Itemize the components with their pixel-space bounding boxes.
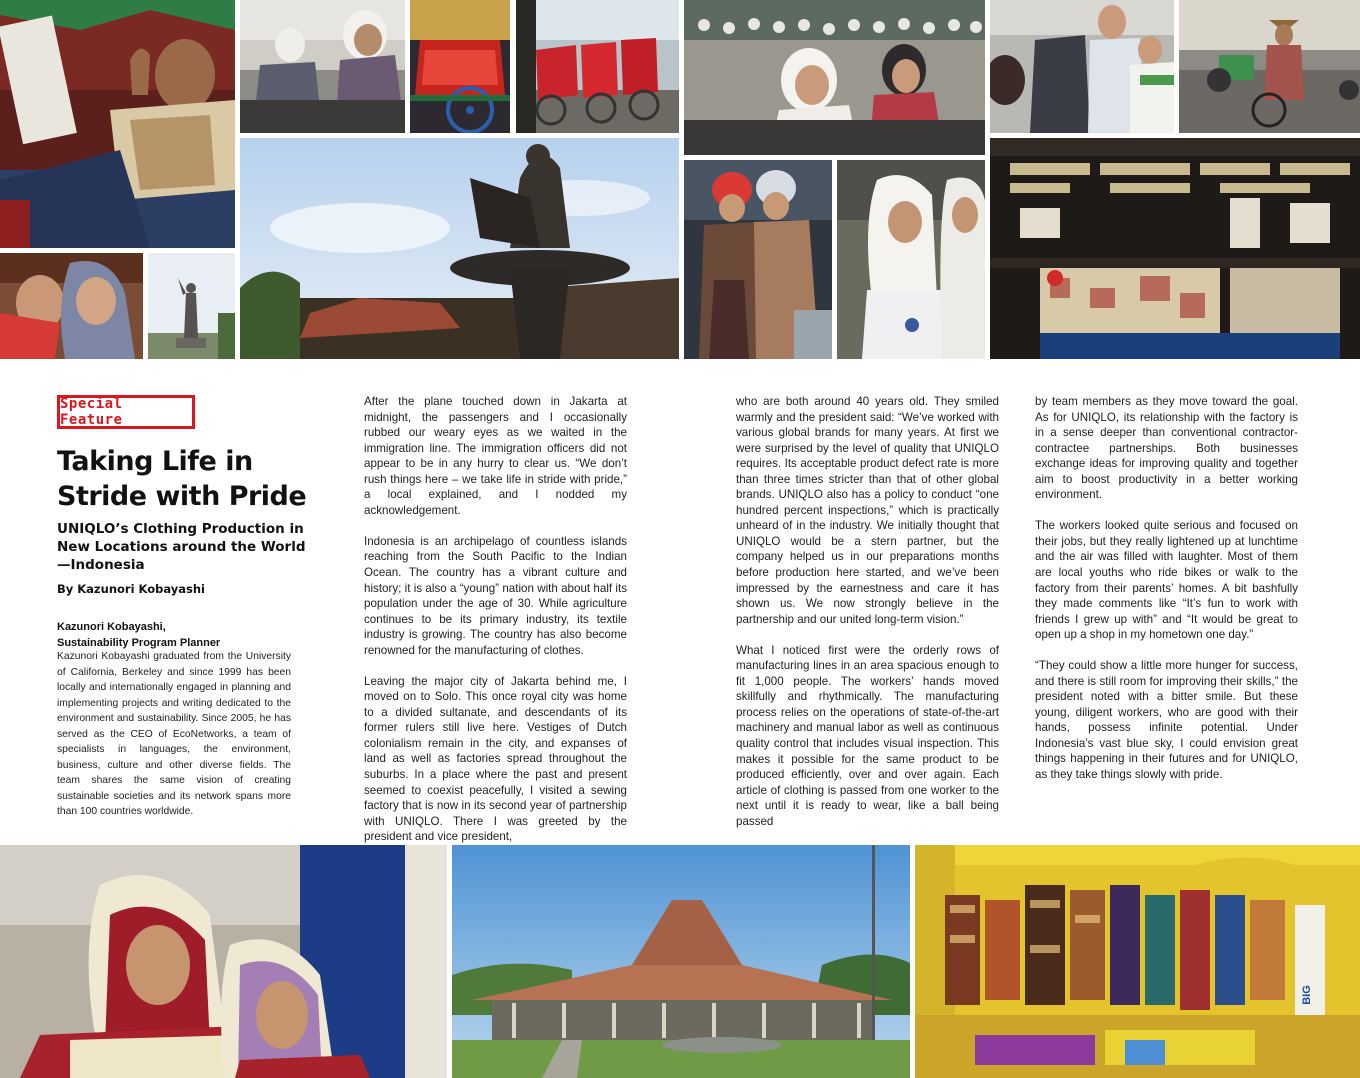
paragraph: After the plane touched down in Jakarta at midnight, the passengers and I occasionally rubbed our weary eyes as we waited in the immigration line. The immigration officers did not appear to be in any hurry to clear us. “We don’t rush things here – we take life in stride with pride,” a local explained, and I nodded my acknowledgement. [364, 395, 627, 517]
photo-row-of-pedicabs [516, 0, 679, 133]
article-subtitle: UNIQLO’s Clothing Production in New Locations around the World —Indonesia [57, 521, 306, 573]
paragraph: “They could show a little more hunger for success, and there is still room for improving their skills,” the president noted with a bitter smile. But these young, diligent workers, who are good with their hands, possess infinite potential. Under Indonesia’s vast blue sky, I could envision great things happening in their futures and for UNIQLO, as they take things slowly with pride. [1035, 659, 1298, 782]
article-title: Taking Life in Stride with Pride [57, 446, 307, 512]
paragraph: Leaving the major city of Jakarta behind me, I moved on to Solo. This once royal city was home to a divided sultanate, and descendants of its former rulers still live here. Vestiges of Dutch colonialism remain in the city, and expanses of land as well as factories spread throughout the suburbs. In a place where the past and present seemed to coexist peacefully, I visited a sewing factory that is now in its second year of partnership with UNIQLO. There I was greeted by the president and vice president, [364, 674, 627, 844]
article-column-2 [736, 394, 999, 845]
photo-woman-with-bicycle [1179, 0, 1360, 133]
photo-two-factory-workers [0, 845, 447, 1078]
photo-sewing-workers [240, 0, 405, 133]
photo-batik-shop [915, 845, 1360, 1078]
article-column-1 [364, 394, 627, 860]
photo-factory-floor [684, 0, 985, 155]
photo-women-embracing [0, 253, 143, 359]
photo-schoolgirls [837, 160, 985, 359]
author-bio-heading [57, 619, 220, 651]
photo-statue-solo [240, 138, 679, 359]
photo-man-in-pedicab [0, 0, 235, 248]
paragraph: by team members as they move toward the goal. As for UNIQLO, its relationship with the factory is in a sense deeper than conventional contractor-contractee partnerships. Both businesses exchange ideas for improving quality and together aim to boost productivity in a better working environment. [1035, 395, 1298, 502]
paragraph: Indonesia is an archipelago of countless islands reaching from the South Pacific to the Indian Ocean. The country has a vibrant culture and history; it is also a “young” nation with about half its population under the age of 30. While agriculture continues to be its primary industry, its textile industry is growing. The country has also become renowned for the manufacturing of clothes. [364, 534, 627, 657]
photo-pedicab-closeup [410, 0, 510, 133]
article-column-3 [1035, 394, 1298, 798]
photo-girls-on-motorbike [684, 160, 832, 359]
photo-royal-pavilion [452, 845, 910, 1078]
photo-inspecting-garment [990, 0, 1174, 133]
shop-sign-text: BIG [1301, 985, 1313, 1005]
section-label: Special Feature [57, 395, 195, 429]
article-byline: By Kazunori Kobayashi [57, 582, 206, 596]
paragraph: who are both around 40 years old. They smiled warmly and the president said: “We’ve worked with various global brands for many years. At first we were surprised by the level of quality that UNIQLO requires. Its acceptable product defect rate is more than three times stricter than that of other global brands. UNIQLO also has a policy to conduct “one hundred percent inspections,” which is practically unheard of in the industry. We initially thought that UNIQLO would be a stern partner, but the company helped us in our preparations months before production here started, and we’ve been impressed by the earnestness and care it has shown us. We now strongly believe in the partnership and our united long-term vision.” [736, 395, 999, 626]
author-name: Kazunori Kobayashi, [57, 621, 166, 633]
paragraph: What I noticed first were the orderly rows of manufacturing lines in an area spacious enough to fit 1,000 people. The workers’ hands moved skillfully and rhythmically. The manufacturing process relies on the operations of state-of-the-art machinery and manual labor as well as continuous quality control that includes visual inspection. This makes it possible for the same product to be produced efficiently, over and over again. Each article of clothing is passed from one worker to the next until it is ready to wear, like a ball being passed [736, 643, 999, 828]
author-role: Sustainability Program Planner [57, 637, 221, 649]
photo-market-stall [990, 138, 1360, 359]
paragraph: The workers looked quite serious and focused on their jobs, but they really lightened up at lunchtime and the air was filled with laughter. Most of them are local youths who ride bikes or walk to the factory from their parents’ homes. A bit bashfully they made comments like “It’s fun to work with friends I grew up with” and “It would be great to open up a shop in my hometown one day.” [1035, 519, 1298, 642]
photo-monument-statue [148, 253, 235, 359]
author-bio-text: Kazunori Kobayashi graduated from the University of California, Berkeley and since 1999 has been locally and internationally engaged in planning and implementing projects and writing dedicated to the environment and sustainability. Since 2005, he has served as the CEO of EcoNetworks, a team of specialists in languages, the environment, business, culture and other diverse fields. The team shares the same vision of creating sustainable societies and its network spans more than 100 countries worldwide. [57, 651, 291, 818]
